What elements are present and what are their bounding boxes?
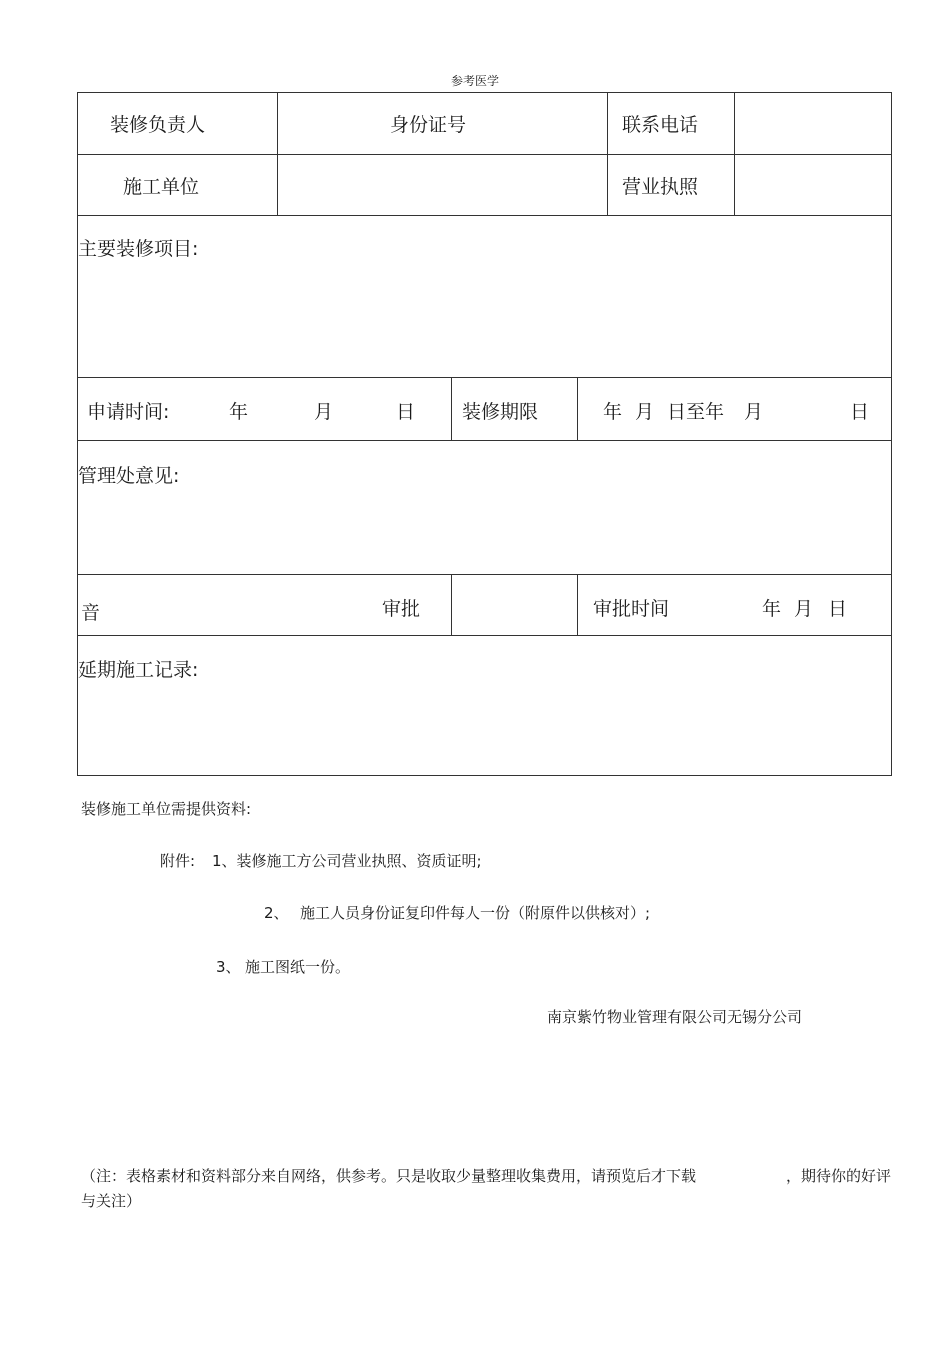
attachment-item-2: 施工人员身份证复印件每人一份（附原件以供核对）; [300, 904, 651, 922]
row-divider [77, 635, 892, 636]
approve-label: 审批 [382, 598, 421, 620]
disclaimer-line-2: 与关注） [81, 1192, 142, 1210]
period-end-month: 月 [744, 401, 764, 423]
apply-time-label: 申请时间: [87, 401, 170, 423]
business-license-label: 营业执照 [622, 176, 699, 198]
disclaimer-line-1-end: ，期待你的好评 [786, 1167, 892, 1185]
apply-day: 日 [396, 401, 416, 423]
apply-month: 月 [314, 401, 334, 423]
required-documents-title: 装修施工单位需提供资料: [81, 800, 252, 818]
attachment-item-2-number: 2、 [264, 904, 289, 922]
management-opinion-label: 管理处意见: [78, 465, 180, 487]
column-divider [277, 92, 278, 215]
attachment-label: 附件: [160, 852, 196, 870]
column-divider [577, 377, 578, 440]
apply-year: 年 [229, 401, 249, 423]
main-items-label: 主要装修项目: [78, 238, 199, 260]
row-divider [77, 154, 892, 155]
table-border [77, 92, 892, 776]
extension-record-label: 延期施工记录: [78, 659, 199, 681]
row-divider [77, 215, 892, 216]
period-start-year: 年 [603, 401, 623, 423]
period-start-month: 月 [635, 401, 655, 423]
attachment-item-1: 1、装修施工方公司营业执照、资质证明; [212, 852, 482, 870]
attachment-item-3-number: 3、 [216, 958, 241, 976]
attachment-item-3: 施工图纸一份。 [245, 958, 351, 976]
approve-time-label: 审批时间 [593, 598, 670, 620]
contractor-label: 施工单位 [123, 176, 200, 198]
column-divider [577, 574, 578, 635]
page-header: 参考医学 [450, 74, 499, 88]
approve-year: 年 [762, 598, 782, 620]
period-to: 日至年 [667, 401, 725, 423]
approve-day: 日 [828, 598, 848, 620]
column-divider [734, 92, 735, 215]
phone-label: 联系电话 [622, 114, 699, 136]
row-divider [77, 440, 892, 441]
responsible-person-label: 装修负责人 [110, 114, 206, 136]
row-divider [77, 574, 892, 575]
row-divider [77, 377, 892, 378]
id-number-label: 身份证号 [390, 114, 467, 136]
column-divider [451, 574, 452, 635]
approve-left-char: 音 [81, 602, 101, 624]
company-name: 南京紫竹物业管理有限公司无锡分公司 [547, 1008, 803, 1026]
period-end-day: 日 [850, 401, 870, 423]
column-divider [451, 377, 452, 440]
disclaimer-line-1: （注：表格素材和资料部分来自网络，供参考。只是收取少量整理收集费用，请预览后才下载 [81, 1167, 697, 1185]
renovation-period-label: 装修期限 [462, 401, 539, 423]
column-divider [607, 92, 608, 215]
approve-month: 月 [794, 598, 814, 620]
